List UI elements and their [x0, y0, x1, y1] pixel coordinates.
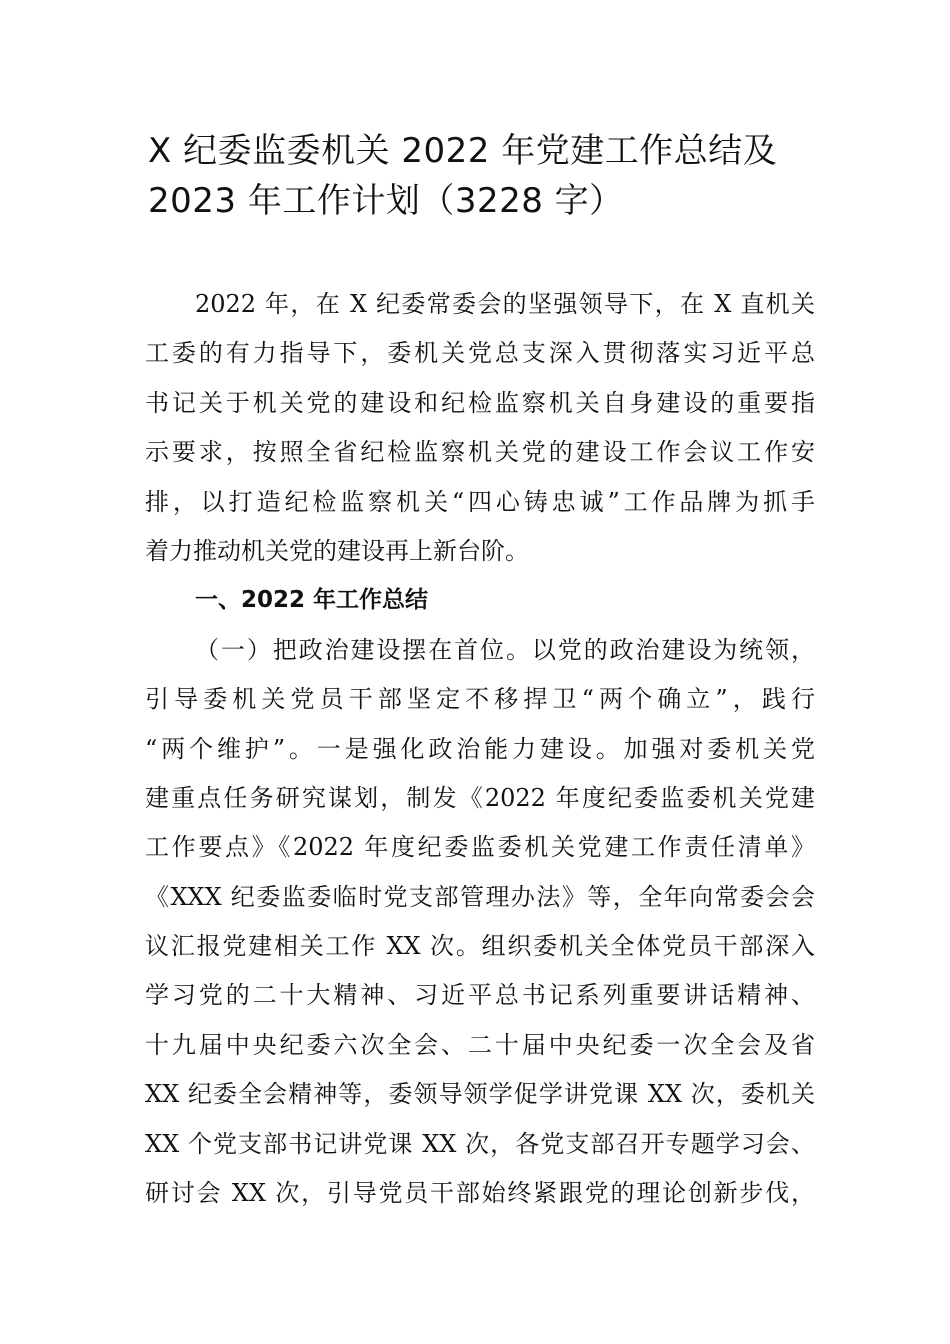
document-body: [145, 280, 815, 1218]
intro-line-2: 工委的有力指导下，委机关党总支深入贯彻落实习近平总: [145, 339, 815, 368]
intro-line-5: 排，以打造纪检监察机关“四心铸忠诚”工作品牌为抓手: [145, 487, 815, 516]
section-line-8: 学习党的二十大精神、习近平总书记系列重要讲话精神、: [145, 981, 815, 1010]
section-line-3: “两个维护”。一是强化政治能力建设。加强对委机关党: [145, 734, 815, 763]
section-line-12: 研讨会 XX 次，引导党员干部始终紧跟党的理论创新步伐，: [145, 1179, 815, 1208]
document-title: [120, 126, 840, 226]
section-heading: 一、2022 年工作总结: [195, 587, 429, 614]
title-line-2: 2023 年工作计划（3228 字）: [148, 181, 624, 221]
title-line-1: X 纪委监委机关 2022 年党建工作总结及: [148, 131, 778, 171]
section-line-4: 建重点任务研究谋划，制发《2022 年度纪委监委机关党建: [145, 783, 815, 812]
section-line-2: 引导委机关党员干部坚定不移捍卫“两个确立”，践行: [145, 685, 815, 714]
section-line-6: 《XXX 纪委监委临时党支部管理办法》等，全年向常委会会: [145, 882, 815, 911]
intro-line-1: 2022 年，在 X 纪委常委会的坚强领导下，在 X 直机关: [195, 290, 815, 318]
section-line-9: 十九届中央纪委六次全会、二十届中央纪委一次全会及省: [145, 1030, 815, 1059]
intro-line-6: 着力推动机关党的建设再上新台阶。: [145, 536, 529, 565]
intro-line-4: 示要求，按照全省纪检监察机关党的建设工作会议工作安: [145, 438, 815, 467]
section-line-5: 工作要点》《2022 年度纪委监委机关党建工作责任清单》: [145, 833, 815, 862]
section-line-11: XX 个党支部书记讲党课 XX 次，各党支部召开专题学习会、: [145, 1129, 815, 1158]
section-line-10: XX 纪委全会精神等，委领导领学促学讲党课 XX 次，委机关: [145, 1080, 815, 1109]
intro-line-3: 书记关于机关党的建设和纪检监察机关自身建设的重要指: [145, 388, 815, 417]
section-line-1: （一）把政治建设摆在首位。以党的政治建设为统领，: [195, 635, 815, 664]
section-line-7: 议汇报党建相关工作 XX 次。组织委机关全体党员干部深入: [145, 932, 815, 961]
